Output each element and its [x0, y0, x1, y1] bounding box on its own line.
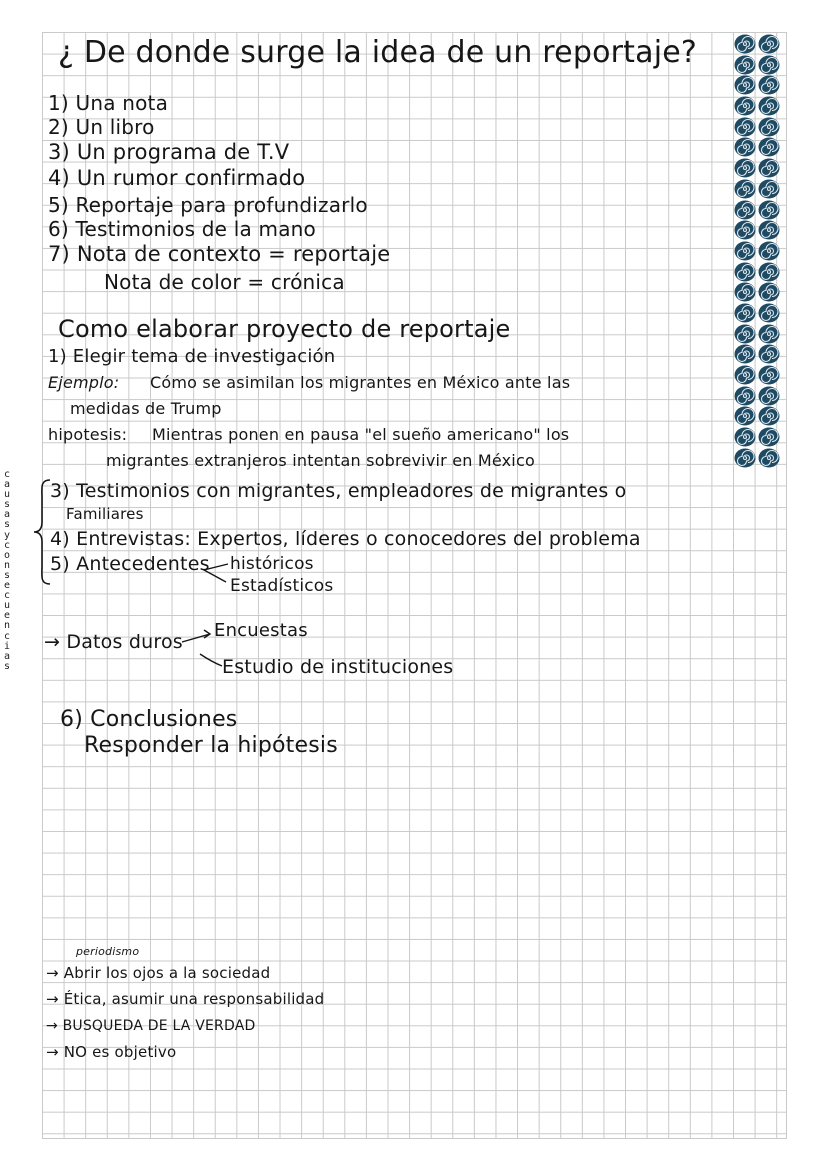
spiral-coil-icon: [734, 386, 756, 406]
section1-item-2: 2) Un libro: [48, 115, 155, 139]
footer-item-3: → BUSQUEDA DE LA VERDAD: [46, 1018, 256, 1034]
spiral-coil-icon: [758, 158, 780, 178]
coil-row: [734, 96, 786, 117]
section1-item-7-sub: Nota de color = crónica: [104, 270, 345, 294]
spiral-coil-icon: [734, 158, 756, 178]
section2-step-5: 5) Antecedentes: [50, 553, 210, 575]
spiral-coil-icon: [734, 200, 756, 220]
spiral-coil-icon: [758, 448, 780, 468]
spiral-coil-icon: [734, 427, 756, 447]
spiral-binding: [734, 34, 786, 468]
example-line-1: Cómo se asimilan los migrantes en México ante las: [150, 373, 571, 392]
side-vertical-label: c a u s a s y c o n s e c u e n c i a s: [3, 469, 11, 672]
coil-row: [734, 448, 786, 469]
spiral-coil-icon: [758, 262, 780, 282]
example-line-2: medidas de Trump: [70, 399, 222, 418]
spiral-coil-icon: [758, 179, 780, 199]
spiral-coil-icon: [734, 282, 756, 302]
spiral-coil-icon: [758, 137, 780, 157]
coil-row: [734, 34, 786, 55]
section2-step-3-line-1: 3) Testimonios con migrantes, empleadores de migrantes o: [50, 480, 627, 502]
section2-step-4: 4) Entrevistas: Expertos, líderes o conocedores del problema: [50, 528, 641, 550]
spiral-coil-icon: [758, 427, 780, 447]
section1-item-5: 5) Reportaje para profundizarlo: [48, 193, 368, 217]
spiral-coil-icon: [758, 344, 780, 364]
spiral-coil-icon: [758, 365, 780, 385]
hypothesis-label: hipotesis:: [48, 425, 128, 444]
hard-data-branch-1: Encuestas: [214, 620, 308, 641]
spiral-coil-icon: [734, 137, 756, 157]
spiral-coil-icon: [758, 303, 780, 323]
spiral-coil-icon: [734, 75, 756, 95]
branch-lines-antecedentes: [200, 560, 230, 590]
spiral-coil-icon: [758, 386, 780, 406]
hard-data-label: → Datos duros: [44, 631, 183, 653]
spiral-coil-icon: [758, 200, 780, 220]
footer-item-4: → NO es objetivo: [46, 1043, 177, 1061]
antecedentes-branch-1: históricos: [230, 554, 314, 574]
spiral-coil-icon: [758, 75, 780, 95]
section1-item-1: 1) Una nota: [48, 91, 169, 115]
coil-row: [734, 200, 786, 221]
section2-step-3-line-2: Familiares: [66, 505, 144, 523]
spiral-coil-icon: [758, 34, 780, 54]
section1-title: ¿ De donde surge la idea de un reportaje?: [58, 35, 698, 70]
coil-row: [734, 365, 786, 386]
spiral-coil-icon: [758, 324, 780, 344]
antecedentes-branch-2: Estadísticos: [230, 576, 334, 596]
spiral-coil-icon: [734, 96, 756, 116]
spiral-coil-icon: [734, 324, 756, 344]
spiral-coil-icon: [734, 448, 756, 468]
coil-row: [734, 303, 786, 324]
spiral-coil-icon: [758, 282, 780, 302]
coil-row: [734, 241, 786, 262]
coil-row: [734, 262, 786, 283]
coil-row: [734, 427, 786, 448]
section1-item-7: 7) Nota de contexto = reportaje: [48, 242, 391, 266]
coil-row: [734, 344, 786, 365]
hypothesis-line-1: Mientras ponen en pausa "el sueño americano" los: [152, 425, 570, 444]
coil-row: [734, 324, 786, 345]
section2-step-6-sub: Responder la hipótesis: [84, 733, 338, 758]
spiral-coil-icon: [734, 55, 756, 75]
section2-step-6: 6) Conclusiones: [60, 707, 238, 732]
spiral-coil-icon: [758, 406, 780, 426]
spiral-coil-icon: [758, 96, 780, 116]
coil-row: [734, 406, 786, 427]
footer-heading: periodismo: [76, 945, 140, 958]
curly-brace: [32, 478, 52, 586]
coil-row: [734, 158, 786, 179]
spiral-coil-icon: [758, 220, 780, 240]
spiral-coil-icon: [734, 262, 756, 282]
spiral-coil-icon: [734, 179, 756, 199]
section2-title: Como elaborar proyecto de reportaje: [58, 315, 511, 343]
coil-row: [734, 55, 786, 76]
example-label: Ejemplo:: [48, 373, 120, 392]
spiral-coil-icon: [734, 406, 756, 426]
coil-row: [734, 282, 786, 303]
section2-step-1: 1) Elegir tema de investigación: [48, 346, 336, 367]
coil-row: [734, 117, 786, 138]
footer-item-2: → Ética, asumir una responsabilidad: [46, 990, 325, 1008]
spiral-coil-icon: [734, 344, 756, 364]
footer-item-1: → Abrir los ojos a la sociedad: [46, 964, 271, 982]
coil-row: [734, 179, 786, 200]
coil-row: [734, 386, 786, 407]
hard-data-branch-2: Estudio de instituciones: [222, 656, 454, 678]
coil-row: [734, 75, 786, 96]
hypothesis-line-2: migrantes extranjeros intentan sobrevivir en México: [106, 451, 535, 470]
section1-item-3: 3) Un programa de T.V: [48, 140, 290, 164]
coil-row: [734, 220, 786, 241]
section1-item-4: 4) Un rumor confirmado: [48, 166, 306, 190]
spiral-coil-icon: [758, 55, 780, 75]
spiral-coil-icon: [734, 117, 756, 137]
spiral-coil-icon: [758, 117, 780, 137]
spiral-coil-icon: [734, 241, 756, 261]
coil-row: [734, 137, 786, 158]
spiral-coil-icon: [734, 365, 756, 385]
spiral-coil-icon: [734, 220, 756, 240]
spiral-coil-icon: [734, 34, 756, 54]
spiral-coil-icon: [758, 241, 780, 261]
spiral-coil-icon: [734, 303, 756, 323]
section1-item-6: 6) Testimonios de la mano: [48, 217, 316, 241]
